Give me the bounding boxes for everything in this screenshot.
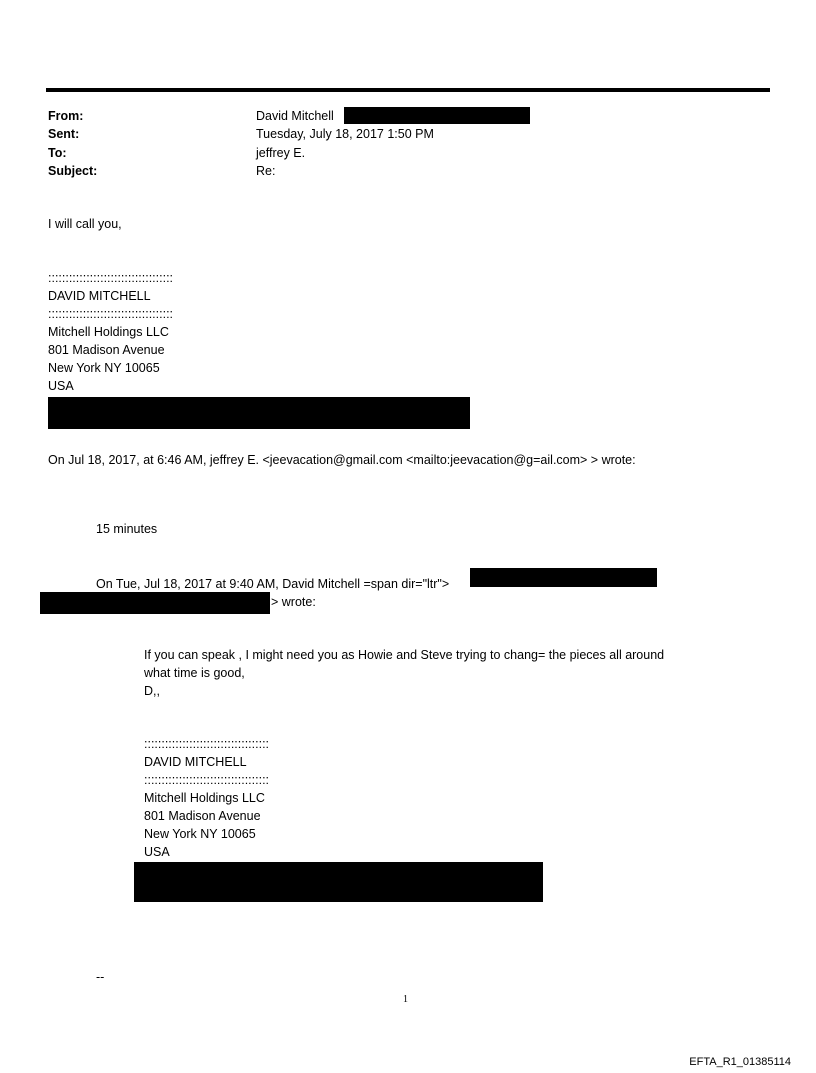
quote-text: 15 minutes <box>96 522 158 536</box>
to-value: jeffrey E. <box>256 146 306 160</box>
signature-dashes: -- <box>96 970 105 984</box>
page-number: 1 <box>403 994 408 1005</box>
signature-country: USA <box>48 379 74 393</box>
signature-separator: :::::::::::::::::::::::::::::::::::: <box>48 271 174 285</box>
redaction-box <box>344 107 530 124</box>
sent-label: Sent: <box>48 127 80 141</box>
signature-separator: :::::::::::::::::::::::::::::::::::: <box>48 307 174 321</box>
redaction-box <box>134 862 543 902</box>
signature-separator: :::::::::::::::::::::::::::::::::::: <box>144 737 270 751</box>
signature-city: New York NY 10065 <box>48 361 160 375</box>
quote-header: On Tue, Jul 18, 2017 at 9:40 AM, David Mitchell =span dir="ltr"> <box>96 577 450 591</box>
redaction-box <box>470 568 657 587</box>
signature-street: 801 Madison Avenue <box>48 343 165 357</box>
signature-separator: :::::::::::::::::::::::::::::::::::: <box>144 773 270 787</box>
quote-header: On Jul 18, 2017, at 6:46 AM, jeffrey E. <jeevacation@gmail.com <mailto:jeevacation@g=ail.com> > wrote: <box>48 453 636 467</box>
subject-value: Re: <box>256 164 276 178</box>
opening-line: I will call you, <box>48 217 122 231</box>
redaction-box <box>40 592 270 614</box>
signature-street: 801 Madison Avenue <box>144 809 261 823</box>
redaction-box <box>48 397 470 429</box>
document-id: EFTA_R1_01385114 <box>689 1056 791 1068</box>
from-value: David Mitchell <box>256 109 334 123</box>
from-label: From: <box>48 109 84 123</box>
to-label: To: <box>48 146 67 160</box>
signature-city: New York NY 10065 <box>144 827 256 841</box>
quote-body-line: what time is good, <box>144 666 245 680</box>
quote-header-end: > wrote: <box>271 595 316 609</box>
header-rule <box>46 88 770 92</box>
signature-name: DAVID MITCHELL <box>144 755 247 769</box>
sent-value: Tuesday, July 18, 2017 1:50 PM <box>256 127 434 141</box>
signature-company: Mitchell Holdings LLC <box>144 791 265 805</box>
quote-body-line: D,, <box>144 684 160 698</box>
signature-name: DAVID MITCHELL <box>48 289 151 303</box>
subject-label: Subject: <box>48 164 98 178</box>
signature-country: USA <box>144 845 170 859</box>
signature-company: Mitchell Holdings LLC <box>48 325 169 339</box>
quote-body-line: If you can speak , I might need you as Howie and Steve trying to chang= the pieces all around <box>144 648 665 662</box>
